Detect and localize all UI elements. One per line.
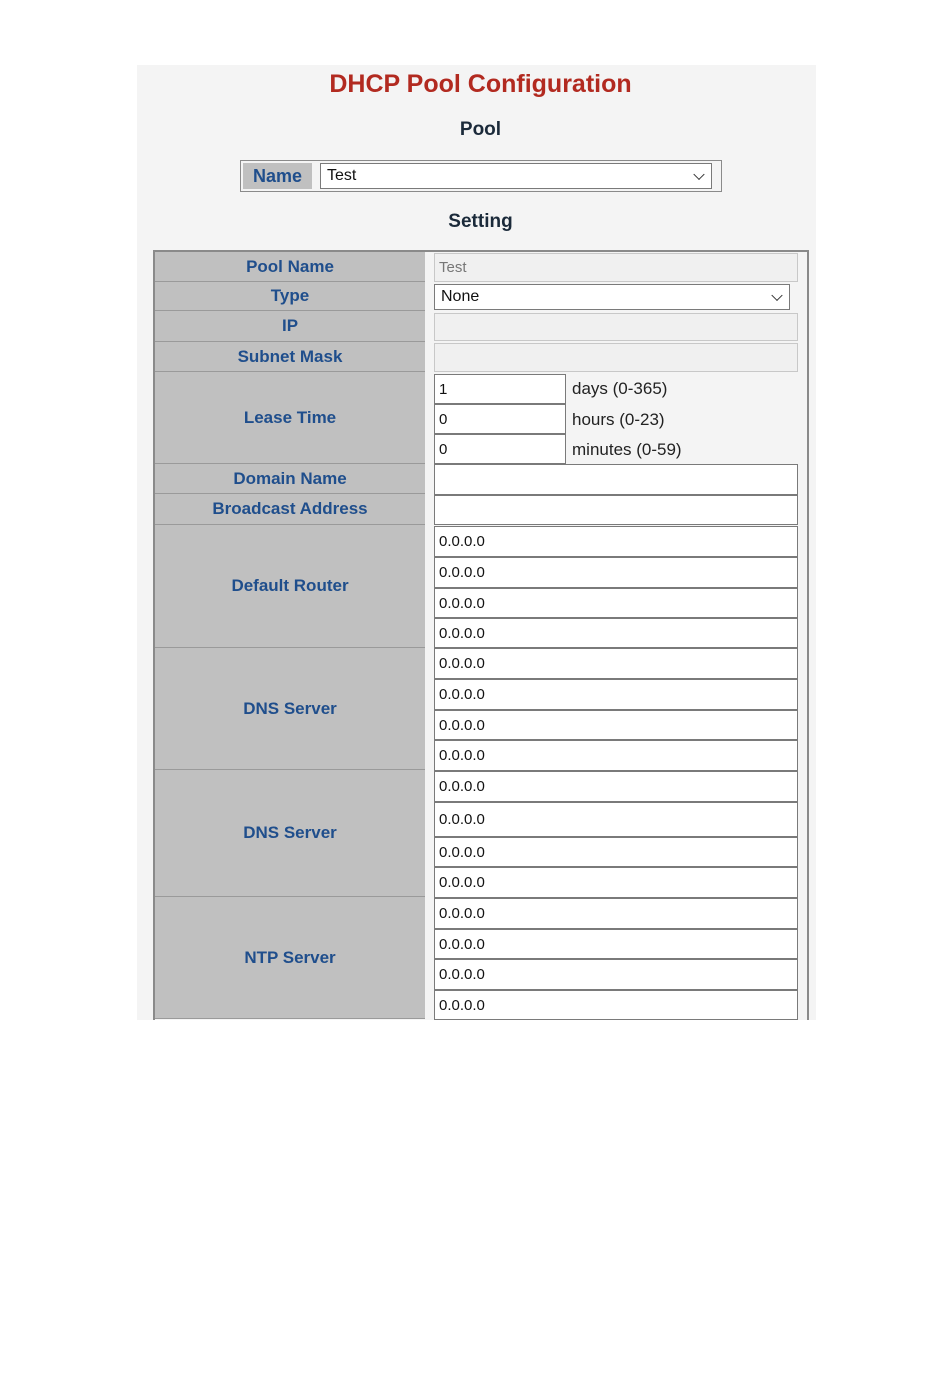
dns-server-2-row-label: DNS Server bbox=[155, 770, 425, 897]
default-router-input-1[interactable]: 0.0.0.0 bbox=[434, 526, 798, 557]
default-router-row-label: Default Router bbox=[155, 525, 425, 648]
lease-time-row-label: Lease Time bbox=[155, 372, 425, 464]
pool-name-select[interactable] bbox=[320, 163, 712, 189]
dns-server-2-input-4[interactable]: 0.0.0.0 bbox=[434, 867, 798, 898]
ntp-server-input-1[interactable]: 0.0.0.0 bbox=[434, 898, 798, 929]
dns-server-1-row-label: DNS Server bbox=[155, 648, 425, 770]
ip-row-label: IP bbox=[155, 311, 425, 342]
default-router-input-2[interactable]: 0.0.0.0 bbox=[434, 557, 798, 588]
pool-name-field: Test bbox=[434, 253, 798, 282]
chevron-down-icon bbox=[693, 169, 704, 180]
subnet-mask-row-label: Subnet Mask bbox=[155, 342, 425, 372]
dns-server-1-input-4[interactable]: 0.0.0.0 bbox=[434, 740, 798, 771]
type-select[interactable] bbox=[434, 284, 790, 310]
dns-server-1-input-3[interactable]: 0.0.0.0 bbox=[434, 710, 798, 740]
lease-minutes-input[interactable]: 0 bbox=[434, 434, 566, 464]
broadcast-address-row-label: Broadcast Address bbox=[155, 494, 425, 525]
dns-server-2-input-2[interactable]: 0.0.0.0 bbox=[434, 802, 798, 837]
dns-server-1-input-1[interactable]: 0.0.0.0 bbox=[434, 648, 798, 679]
pool-heading: Pool bbox=[459, 119, 502, 140]
lease-hours-input[interactable]: 0 bbox=[434, 404, 566, 434]
ntp-server-row-label: NTP Server bbox=[155, 897, 425, 1019]
setting-heading: Setting bbox=[448, 211, 513, 232]
default-router-input-3[interactable]: 0.0.0.0 bbox=[434, 588, 798, 618]
lease-days-input[interactable]: 1 bbox=[434, 374, 566, 404]
ntp-server-input-2[interactable]: 0.0.0.0 bbox=[434, 929, 798, 959]
broadcast-address-input[interactable] bbox=[434, 495, 798, 525]
ntp-server-input-3[interactable]: 0.0.0.0 bbox=[434, 959, 798, 990]
lease-days-unit: days (0-365) bbox=[572, 379, 668, 398]
ip-field[interactable] bbox=[434, 313, 798, 341]
pool-selector-box bbox=[240, 160, 722, 192]
pool-name-label: Name bbox=[243, 163, 312, 189]
lease-hours-unit: hours (0-23) bbox=[572, 410, 665, 429]
domain-name-input[interactable] bbox=[434, 464, 798, 495]
chevron-down-icon bbox=[771, 290, 782, 301]
pool-name-row-label: Pool Name bbox=[155, 252, 425, 282]
default-router-input-4[interactable]: 0.0.0.0 bbox=[434, 618, 798, 648]
dns-server-1-input-2[interactable]: 0.0.0.0 bbox=[434, 679, 798, 710]
subnet-mask-field[interactable] bbox=[434, 343, 798, 372]
dns-server-2-input-1[interactable]: 0.0.0.0 bbox=[434, 771, 798, 802]
pool-name-select-value: Test bbox=[327, 167, 357, 184]
type-row-label: Type bbox=[155, 282, 425, 311]
type-select-value: None bbox=[441, 288, 480, 305]
domain-name-row-label: Domain Name bbox=[155, 464, 425, 494]
lease-minutes-unit: minutes (0-59) bbox=[572, 440, 682, 459]
page-title: DHCP Pool Configuration bbox=[329, 70, 632, 98]
dns-server-2-input-3[interactable]: 0.0.0.0 bbox=[434, 837, 798, 867]
ntp-server-input-4[interactable]: 0.0.0.0 bbox=[434, 990, 798, 1020]
